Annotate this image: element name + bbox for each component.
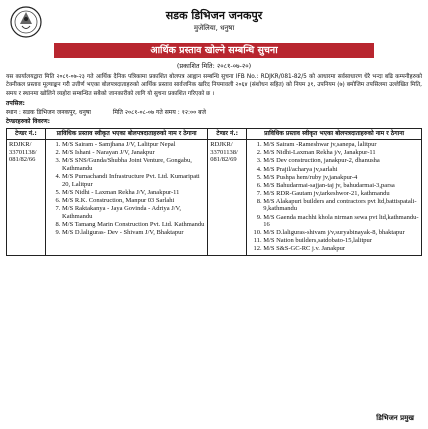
list-item: 1. M/S Sairam -Rameshwar jv,sanepa, lalitpur: [263, 141, 419, 149]
col-header-firms-left: प्राविधिक प्रस्ताव स्वीकृत भएका बोलपत्रदाताहरुको नाम र ठेगाना: [46, 129, 208, 140]
office-name: सडक डिभिजन जनकपुर: [165, 9, 263, 22]
list-item: 6. M/S Bahudarmai-sajjan-taj jv, bahudarmai-3,parsa: [263, 182, 419, 190]
opening-date-time: मिति २०८१-०८-०७ गते समय : १२:०० बजे: [112, 109, 206, 117]
list-item: 1. M/S Sairam - Samjhana J/V, Lalitpur Nepal: [62, 141, 205, 149]
tender-ref-right: RDJKR/ 33701138/ 081/82/69: [208, 140, 247, 255]
list-item: 2. M/S Ishani - Narayan J/V, Janakpur: [62, 149, 205, 157]
tender-details-label: टेण्डरहरुको विवरण:: [6, 118, 50, 126]
list-item: 2. M/S Nidhi-Laxman Rekha j/v, Janakpur-11: [263, 149, 419, 157]
col-header-ref-left: टेण्डर नं.:: [7, 129, 46, 140]
list-item: 8. M/S Tamang Marin Construction Pvt. Ltd. Kathmandu: [62, 221, 205, 229]
tender-table: [6, 128, 422, 255]
list-item: 9. M/S D.laliguras- Dev - Shivam J/V, Bhaktapur: [62, 229, 205, 237]
table-header-row: [7, 129, 422, 140]
col-header-ref-right: टेण्डर नं.:: [208, 129, 247, 140]
firm-list-right-cell: [247, 140, 422, 255]
list-item: 3. M/S Dev construction, janakpur-2, dhanusha: [263, 157, 419, 165]
tender-ref-left: RDJKR/ 33701138/ 081/82/66: [7, 140, 46, 255]
list-item: 7. M/S Raktakanya - Jaya Govinda - Adriya J/V, Kathmandu: [62, 205, 205, 220]
tapasil-section: [6, 99, 422, 126]
notice-title-banner: आर्थिक प्रस्ताव खोल्ने सम्बन्धि सुचना: [54, 43, 374, 58]
list-item: 6. M/S R.K. Construction, Manpur 03 Sarlahi: [62, 197, 205, 205]
list-item: 7. M/S RDR-Gautam jv,tarkeshwor-21, kathmandu: [263, 190, 419, 198]
table-row: [7, 140, 422, 255]
list-item: 4. M/S Purnachandi Infrastructure Pvt. Ltd. Kumaripati 20, Lalitpur: [62, 173, 205, 188]
notice-body: यस कार्यालयद्वारा मिति २०८१-०७-२३ गते आर्थिक दैनिक पत्रिकामा प्रकाशित बोलपत्र आह्वान सम्बन्धि सुचना IFB No.: RDJKR/081-82/5 को आधारमा सर्वसाधारण धेरै भन्दा बढि कम्पनीहरुको टेक्नीकल प्रस्ताव मूल्याङ्कन गरी उत्तीर्ण भएका बोलपत्रदाताहरुको आर्थिक प्रस्ताव सार्वजनिक खरिद नियमावली २०६४ (संशोधन सहित) को नियम ३१, उपनियम (७) बमोजिम तपसिलमा उल्लेखित मिति, समय र स्थानमा खोलिने व्यहोरा सम्बन्धित सबैको जानकारीको लागि यो सुचना प्रकाशित गरिएको छ ।: [6, 74, 422, 97]
list-item: 8. M/S Alakapuri builders and contractors pvt ltd,battispatali-9,kathmandu: [263, 198, 419, 213]
list-item: 4. M/S Prajil/acharya jv,sarlahi: [263, 166, 419, 174]
header: [6, 4, 422, 42]
opening-place: स्थान : सडक डिभिजन जनकपुर, धनुषा: [6, 109, 91, 117]
published-date: (प्रकाशित मिति: २०८१-०७-२०): [176, 62, 252, 70]
list-item: 10. M/S D.laliguras-shivam j/v,suryabinayak-8, bhaktapur: [263, 229, 419, 237]
list-item: 3. M/S SNS/Gunda/Shubha Joint Venture, Gongabu, Kathmandu: [62, 157, 205, 172]
list-item: 12. M/S S&S-GC-RC j.v. Janakpur: [263, 245, 419, 253]
list-item: 5. M/S Pushpa hem/ruby jv,janakpur-4: [263, 174, 419, 182]
list-item: 5. M/S Nidhi - Laxman Rekha J/V, Janakpur-11: [62, 189, 205, 197]
col-header-firms-right: प्राविधिक प्रस्ताव स्वीकृत भएका बोलपत्रदाताहरुको नाम र ठेगाना: [247, 129, 422, 140]
office-location: मुजेलिया, धनुषा: [193, 24, 235, 32]
firm-list-right: [249, 141, 419, 253]
list-item: 9. M/S Gaenda machhi khola nirman sewa pvt ltd,kathmandu-16: [263, 214, 419, 229]
signature-title: डिभिजन प्रमुख: [376, 414, 414, 422]
firm-list-left: [48, 141, 205, 236]
list-item: 11. M/S Nation builders,satdobato-15,lalitpur: [263, 237, 419, 245]
tapasil-label: तपसिल:: [6, 100, 25, 108]
firm-list-left-cell: [46, 140, 208, 255]
